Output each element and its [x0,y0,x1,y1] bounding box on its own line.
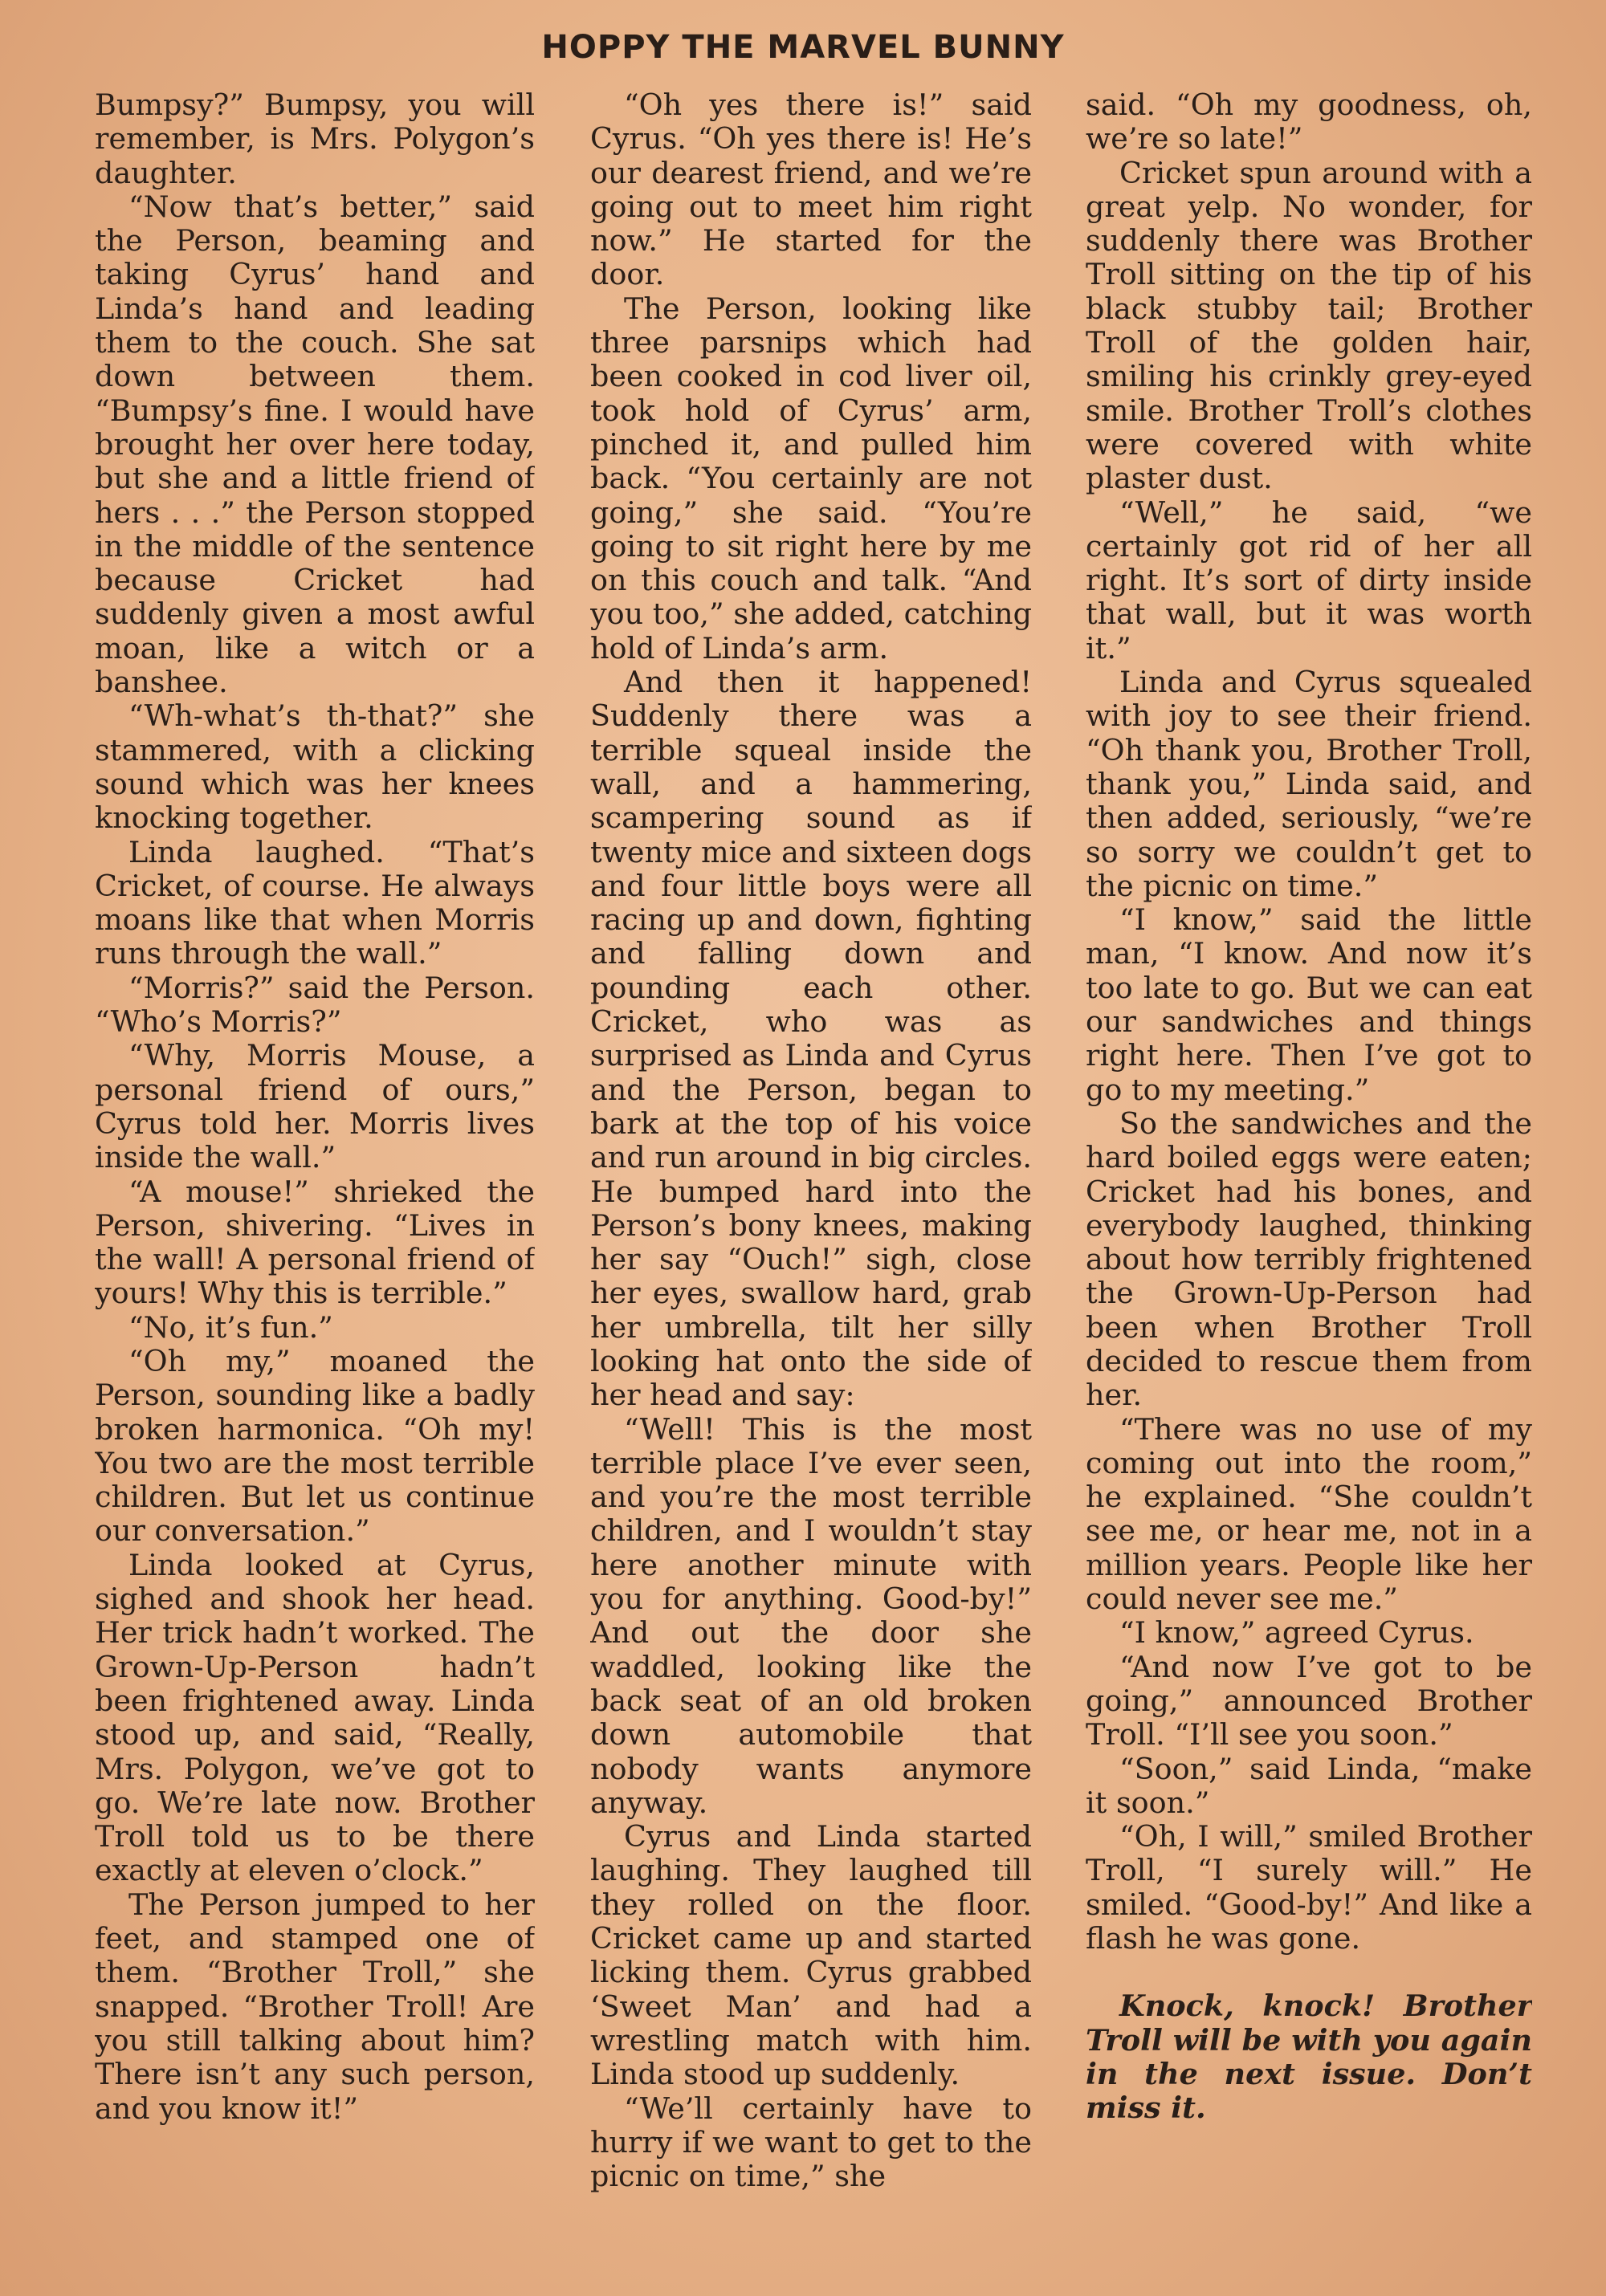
next-issue-teaser: Knock, knock! Brother Troll will be with you again in the next issue. Don’t miss it. [1086,1989,1532,2126]
story-paragraph: “Well! This is the most terrible place I’ve ever seen, and you’re the most terrible children, and I wouldn’t stay here another minute with you for anything. Good-by!” And out the door she waddled, looking like the back seat of an old broken down automobile that nobody wants anymore anyway. [590,1411,1032,1820]
story-paragraph: “Oh my,” moaned the Person, sounding like a badly broken harmonica. “Oh my! You two are the most terrible children. But let us continue our conversation.” [95,1343,535,1549]
story-paragraph: “I know,” agreed Cyrus. [1119,1615,1474,1651]
story-paragraph: Cyrus and Linda started laughing. They laughed till they rolled on the floor. Cricket came up and started licking them. Cyrus grabbed ‘Sweet Man’ and had a wrestling match with him. Linda stood up suddenly. [590,1819,1032,2092]
story-paragraph: “No, it’s fun.” [128,1309,333,1345]
story-paragraph: “Why, Morris Mouse, a personal friend of ours,” Cyrus told her. Morris lives inside the wall.” [95,1038,535,1175]
story-paragraph: “There was no use of my coming out into the room,” he explained. “She couldn’t see me, or hear me, not in a million years. People like her could never see me.” [1086,1411,1532,1617]
story-paragraph: Linda and Cyrus squealed with joy to see their friend. “Oh thank you, Brother Troll, thank you,” Linda said, and then added, seriously, “we’re so sorry we couldn’t get to the picnic on time.” [1086,665,1532,903]
story-paragraph: “And now I’ve got to be going,” announced Brother Troll. “I’ll see you soon.” [1086,1649,1532,1753]
story-paragraph: Linda looked at Cyrus, sighed and shook her head. Her trick hadn’t worked. The Grown-Up-Person hadn’t been frightened away. Linda stood up, and said, “Really, Mrs. Polygon, we’ve got to go. We’re late now. Brother Troll told us to be there exactly at eleven o’clock.” [95,1547,535,1888]
story-paragraph: said. “Oh my goodness, oh, we’re so late!” [1086,88,1532,157]
story-paragraph: And then it happened! Suddenly there was a terrible squeal inside the wall, and a hammering, scampering sound as if twenty mice and sixteen dogs and four little boys were all racing up and down, fighting and falling down and pounding each other. Cricket, who was as surprised as Linda and Cyrus and the Person, began to bark at the top of his voice and run around in big circles. He bumped hard into the Person’s bony knees, making her say “Ouch!” sigh, close her eyes, swallow hard, grab her umbrella, tilt her silly looking hat onto the side of her head and say: [590,665,1032,1413]
story-paragraph: The Person, looking like three parsnips which had been cooked in cod liver oil, took hold of Cyrus’ arm, pinched it, and pulled him back. “You certainly are not going,” she said. “You’re going to sit right here by me on this couch and talk. “And you too,” she added, catching hold of Linda’s arm. [590,291,1032,666]
story-paragraph: “Wh-what’s th-that?” she stammered, with a clicking sound which was her knees knocking together. [95,698,535,836]
story-paragraph: “Morris?” said the Person. “Who’s Morris?” [95,970,535,1040]
story-paragraph: Linda laughed. “That’s Cricket, of course. He always moans like that when Morris runs through the wall.” [95,834,535,971]
text-column-2 [590,88,1032,2256]
page-header: HOPPY THE MARVEL BUNNY [541,29,1065,66]
story-paragraph: “A mouse!” shrieked the Person, shivering. “Lives in the wall! A personal friend of yours! Why this is terrible.” [95,1174,535,1311]
story-paragraph: Cricket spun around with a great yelp. No wonder, for suddenly there was Brother Troll sitting on the tip of his black stubby tail; Brother Troll of the golden hair, smiling his crinkly grey-eyed smile. Brother Troll’s clothes were covered with white plaster dust. [1086,155,1532,496]
story-paragraph: The Person jumped to her feet, and stamped one of them. “Brother Troll,” she snapped. “Brother Troll! Are you still talking about him? There isn’t any such person, and you know it!” [95,1887,535,2126]
story-paragraph: Bumpsy?” Bumpsy, you will remember, is Mrs. Polygon’s daughter. [95,88,535,190]
story-paragraph: “We’ll certainly have to hurry if we want to get to the picnic on time,” she [590,2090,1032,2194]
text-column-3 [1086,88,1532,2256]
story-paragraph: “I know,” said the little man, “I know. And now it’s too late to go. But we can eat our sandwiches and things right here. Then I’ve got to go to my meeting.” [1086,902,1532,1107]
story-paragraph: “Soon,” said Linda, “make it soon.” [1086,1751,1532,1820]
story-paragraph: So the sandwiches and the hard boiled eggs were eaten; Cricket had his bones, and everybody laughed, thinking about how terribly frightened the Grown-Up-Person had been when Brother Troll decided to rescue them from her. [1086,1105,1532,1413]
story-paragraph: “Well,” he said, “we certainly got rid of her all right. It’s sort of dirty inside that wall, but it was worth it.” [1086,495,1532,666]
story-paragraph: “Oh yes there is!” said Cyrus. “Oh yes there is! He’s our dearest friend, and we’re going out to meet him right now.” He started for the door. [590,88,1032,292]
story-paragraph: “Oh, I will,” smiled Brother Troll, “I surely will.” He smiled. “Good-by!” And like a flash he was gone. [1086,1819,1532,1956]
story-paragraph: “Now that’s better,” said the Person, beaming and taking Cyrus’ hand and Linda’s hand and leading them to the couch. She sat down between them. “Bumpsy’s fine. I would have brought her over here today, but she and a little friend of hers . . .” the Person stopped in the middle of the sentence because Cricket had suddenly given a most awful moan, like a witch or a banshee. [95,189,535,700]
text-column-1 [95,88,535,2256]
